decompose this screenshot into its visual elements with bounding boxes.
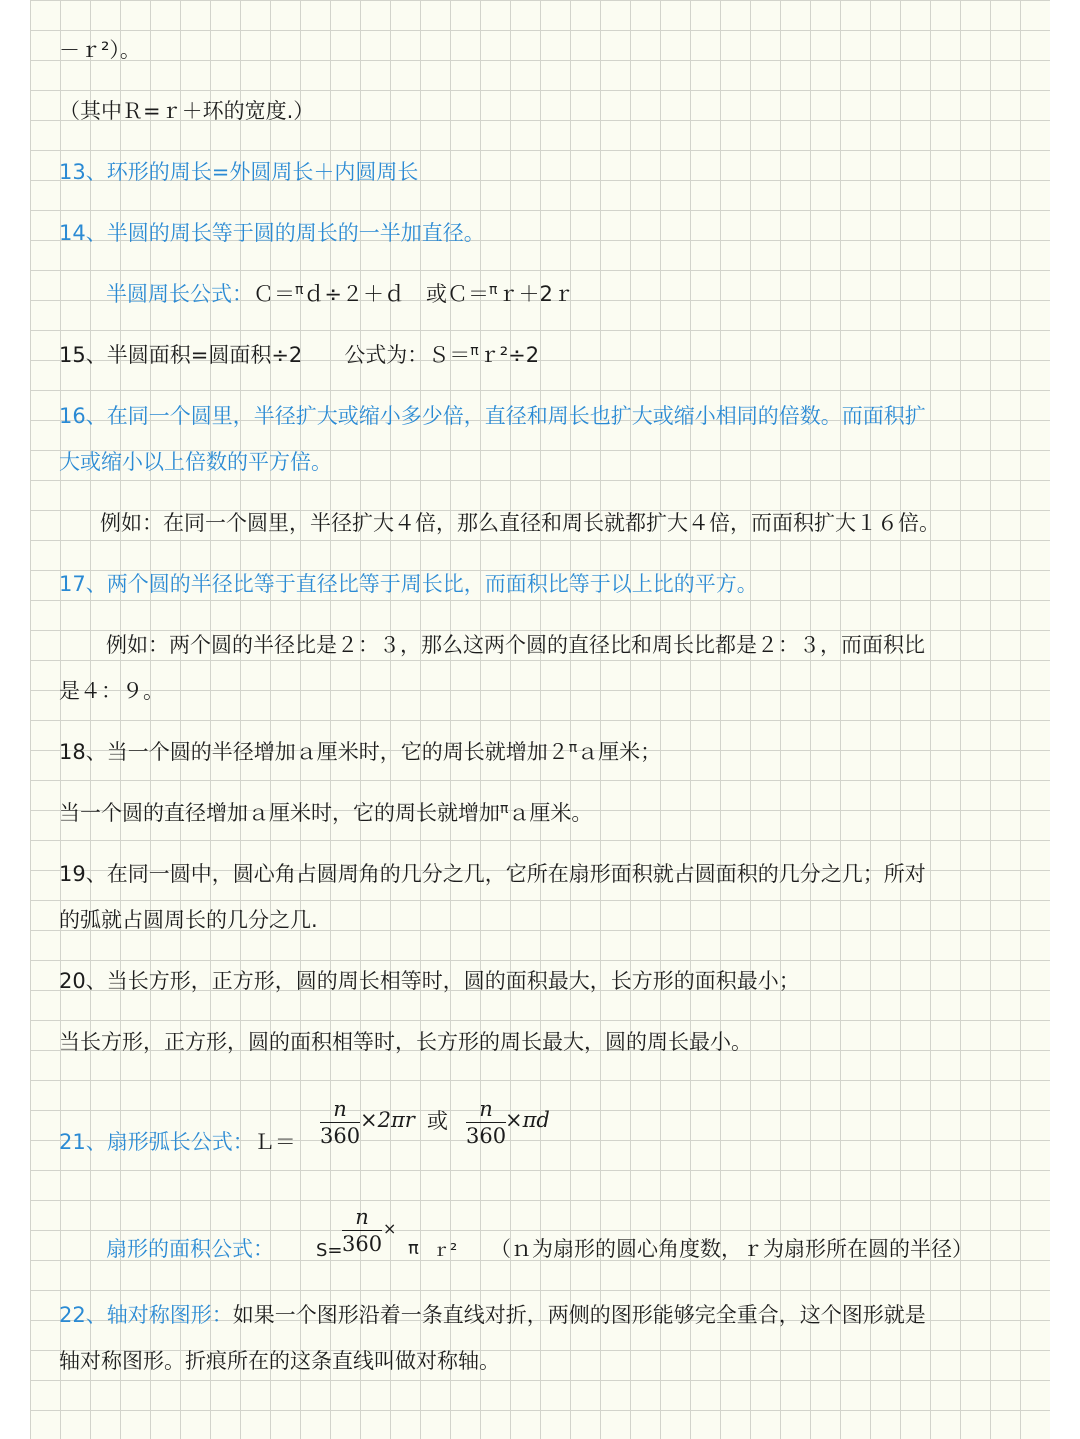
formula-label: 21、扇形弧长公式： bbox=[59, 1130, 254, 1154]
rule-16-cont: 大或缩小以上倍数的平方倍。 bbox=[59, 450, 332, 474]
pi-symbol: π bbox=[295, 282, 304, 298]
pi-symbol: π bbox=[470, 343, 479, 359]
rule-22-cont: 轴对称图形。折痕所在的这条直线叫做对称轴。 bbox=[59, 1349, 500, 1373]
rule-22 bbox=[59, 1300, 926, 1330]
formula-note: （ｎ为扇形的圆心角度数，ｒ为扇形所在圆的半径） bbox=[490, 1237, 973, 1261]
rule-21-label bbox=[59, 1127, 296, 1157]
example-text: 例如：在同一个圆里，半径扩大４倍，那么直径和周长就都扩大４倍，而面积扩大１６倍。 bbox=[100, 511, 940, 535]
fraction-n-over-360 bbox=[342, 1204, 382, 1257]
formula-part: S= bbox=[316, 1240, 343, 1261]
formula-part: ｒ²÷2 bbox=[478, 343, 540, 367]
formula-label: 22、轴对称图形： bbox=[59, 1303, 233, 1327]
text-part: ａ厘米。 bbox=[508, 801, 593, 825]
or-word: 或 bbox=[427, 1109, 448, 1133]
fraction-numerator: n bbox=[466, 1096, 506, 1123]
formula-part: Ｃ＝ bbox=[253, 282, 295, 306]
rule-20: 20、当长方形，正方形，圆的周长相等时，圆的面积最大，长方形的面积最小； bbox=[59, 969, 800, 993]
fraction-numerator: n bbox=[320, 1096, 360, 1123]
rule-18-cont bbox=[59, 798, 592, 831]
fraction-numerator: n bbox=[342, 1204, 382, 1231]
formula-part: ｄ÷２＋ｄ 或Ｃ＝ bbox=[303, 282, 490, 306]
formula-part: ×2πr bbox=[360, 1108, 415, 1132]
formula-part: ｒ² bbox=[432, 1240, 458, 1261]
rule-13: 13、环形的周长=外圆周长＋内圆周长 bbox=[59, 160, 419, 184]
text-part: ａ厘米； bbox=[577, 740, 662, 764]
semicircle-perimeter-formula bbox=[106, 279, 574, 312]
text-line: －ｒ²）。 bbox=[59, 38, 141, 62]
text-line: （其中Ｒ=ｒ＋环的宽度.） bbox=[59, 99, 315, 123]
example-text-cont: 是４：９。 bbox=[59, 679, 164, 703]
rule-14: 14、半圆的周长等于圆的周长的一半加直径。 bbox=[59, 221, 485, 245]
pi-symbol: π bbox=[500, 801, 509, 817]
formula-part: ｒ＋2ｒ bbox=[497, 282, 574, 306]
rule-20-cont: 当长方形，正方形，圆的面积相等时，长方形的周长最大，圆的周长最小。 bbox=[59, 1030, 752, 1054]
formula-part: ×πd bbox=[505, 1108, 550, 1132]
sector-area-label: 扇形的面积公式： bbox=[106, 1237, 274, 1261]
pi-symbol: π bbox=[568, 740, 578, 756]
fraction-n-over-360 bbox=[320, 1096, 360, 1149]
fraction-n-over-360 bbox=[466, 1096, 506, 1149]
formula-part: Ｌ＝ bbox=[253, 1130, 296, 1154]
rule-17: 17、两个圆的半径比等于直径比等于周长比，而面积比等于以上比的平方。 bbox=[59, 572, 758, 596]
text-part: 18、当一个圆的半径增加ａ厘米时，它的周长就增加２ bbox=[59, 740, 569, 764]
rule-19: 19、在同一圆中，圆心角占圆周角的几分之几，它所在扇形面积就占圆面积的几分之几；所对 bbox=[59, 862, 926, 886]
text-part: 如果一个图形沿着一条直线对折，两侧的图形能够完全重合，这个图形就是 bbox=[232, 1303, 926, 1327]
pi-symbol: π bbox=[489, 282, 498, 298]
formula-label: 半圆周长公式： bbox=[106, 282, 253, 306]
fraction-denominator: 360 bbox=[320, 1124, 361, 1148]
fraction-denominator: 360 bbox=[342, 1232, 383, 1256]
fraction-denominator: 360 bbox=[466, 1124, 507, 1148]
rule-19-cont: 的弧就占圆周长的几分之几. bbox=[59, 908, 318, 932]
rule-18 bbox=[59, 737, 661, 770]
grid-paper bbox=[30, 0, 1050, 1439]
times-sign: × bbox=[383, 1219, 397, 1238]
rule-16: 16、在同一个圆里，半径扩大或缩小多少倍，直径和周长也扩大或缩小相同的倍数。而面积扩 bbox=[59, 404, 926, 428]
rule-15 bbox=[59, 340, 539, 373]
text-part: 当一个圆的直径增加ａ厘米时，它的周长就增加 bbox=[59, 801, 500, 825]
pi-symbol: π bbox=[408, 1238, 419, 1259]
example-text: 例如：两个圆的半径比是２：３，那么这两个圆的直径比和周长比都是２：３，而面积比 bbox=[106, 633, 925, 657]
formula-part: 15、半圆面积=圆面积÷2 公式为：Ｓ＝ bbox=[59, 343, 471, 367]
